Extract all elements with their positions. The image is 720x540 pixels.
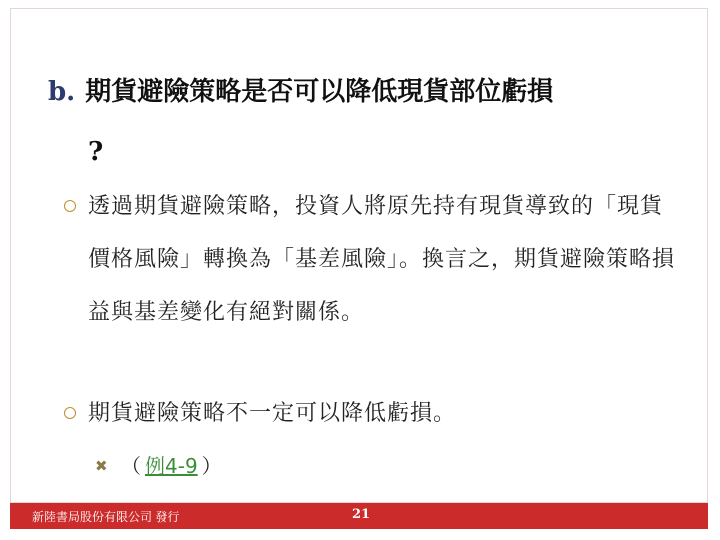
bullet-item-1 (64, 180, 684, 339)
heading-continuation: ? (88, 137, 104, 167)
cross-bullet-icon: ✖ (95, 457, 108, 475)
bullet-item-2 (64, 387, 684, 440)
sub-bullet-item (95, 446, 226, 486)
example-link[interactable]: 例4-9 (145, 454, 198, 478)
slide-heading (48, 62, 678, 182)
heading-text: 期貨避險策略是否可以降低現貨部位虧損 (85, 77, 554, 107)
sub-close-paren: ） (201, 454, 222, 478)
bullet-text: 透過期貨避險策略，投資人將原先持有現貨導致的「現貨價格風險」轉換為「基差風險」。換言之，期貨避險策略損益與基差變化有絕對關係。 (88, 194, 676, 325)
publisher-text: 新陸書局股份有限公司 發行 (32, 510, 180, 524)
bullet-text: 期貨避險策略不一定可以降低虧損。 (88, 401, 457, 426)
sub-open-paren: （ (121, 454, 141, 478)
page-number: 21 (352, 507, 371, 522)
heading-marker: b. (48, 77, 76, 107)
circle-bullet-icon (64, 407, 76, 419)
circle-bullet-icon (64, 200, 76, 212)
footer-bar (10, 503, 708, 529)
